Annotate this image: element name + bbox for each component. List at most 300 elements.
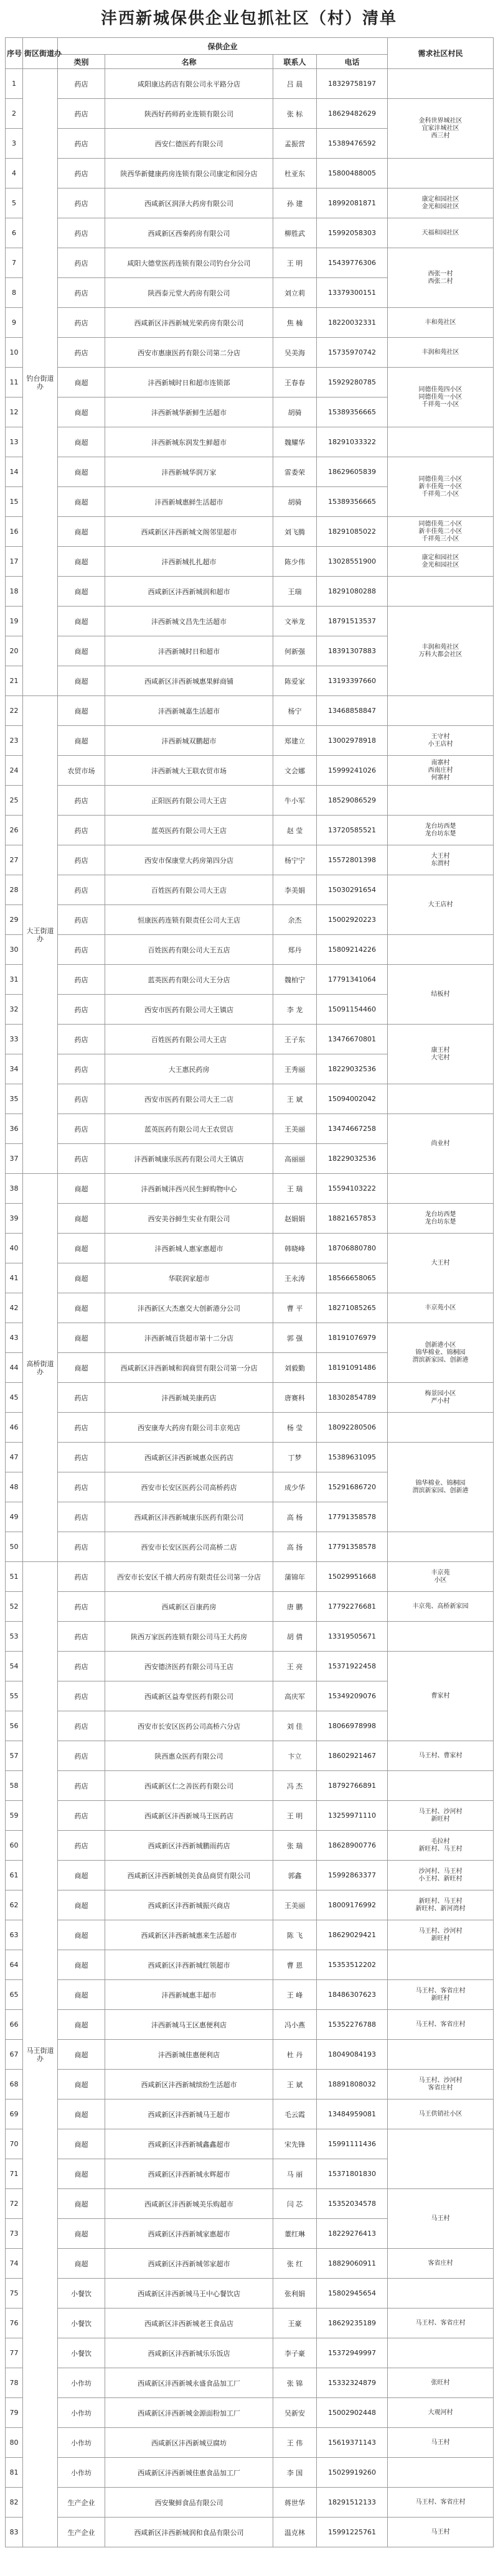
phone-cell: 18706880780: [317, 1234, 388, 1263]
contact-cell: 卞立: [273, 1741, 317, 1771]
enterprise-name-cell: 西咸新区沣西新城光荣药房有限公司: [105, 308, 273, 338]
contact-cell: 孟振营: [273, 129, 317, 159]
community-cell: [388, 1771, 494, 1801]
contact-cell: 魏耀华: [273, 427, 317, 457]
table-row: [6, 2458, 494, 2488]
enterprise-name-cell: 沣西新城华新鲜生活超市: [105, 398, 273, 427]
table-row: [6, 607, 494, 636]
contact-cell: 毛云霞: [273, 2099, 317, 2129]
community-cell: [388, 1950, 494, 1980]
community-cell: 康定和园社区 金光和园社区: [388, 188, 494, 218]
seq-cell: 19: [6, 607, 23, 636]
community-cell: 沙河村、马王村 小王村、新旺村: [388, 1861, 494, 1890]
seq-cell: 78: [6, 2368, 23, 2398]
enterprise-name-cell: 西安市长安区千禧大药房有限责任公司第一分店: [105, 1562, 273, 1592]
enterprise-name-cell: 西咸新区沣西新城佳惠食品加工厂: [105, 2458, 273, 2488]
seq-cell: 67: [6, 2040, 23, 2070]
contact-cell: 冯小燕: [273, 2010, 317, 2040]
phone-cell: 13476670801: [317, 1025, 388, 1054]
enterprise-name-cell: 沣西新区大杰惠交大创新港分公司: [105, 1293, 273, 1323]
table-row: [6, 577, 494, 607]
category-cell: 药店: [58, 1562, 105, 1592]
enterprise-name-cell: 蓝英医药有限公司大王分店: [105, 965, 273, 995]
seq-cell: 50: [6, 1532, 23, 1562]
contact-cell: 杨 莹: [273, 1413, 317, 1443]
phone-cell: 18602921467: [317, 1741, 388, 1771]
category-cell: 小餐饮: [58, 2338, 105, 2368]
enterprise-name-cell: 西安市保康堂大药房第四分店: [105, 845, 273, 875]
table-row: [6, 1084, 494, 1114]
category-cell: 商超: [58, 2040, 105, 2070]
community-cell: 大王村: [388, 1234, 494, 1293]
category-cell: 商超: [58, 487, 105, 517]
contact-cell: 吕 晨: [273, 69, 317, 99]
enterprise-name-cell: 西咸新区沣西新城惠众医药店: [105, 1443, 273, 1472]
contact-cell: 陈爱家: [273, 666, 317, 696]
enterprise-name-cell: 西安美谷鲜生实业有限公司: [105, 1204, 273, 1234]
enterprise-name-cell: 沣西新城时日和超市: [105, 636, 273, 666]
table-row: [6, 2249, 494, 2279]
contact-cell: 张 锦: [273, 2368, 317, 2398]
phone-cell: 15999241026: [317, 756, 388, 786]
seq-cell: 66: [6, 2010, 23, 2040]
enterprise-name-cell: 咸阳康达药店有限公司永平路分店: [105, 69, 273, 99]
category-cell: 药店: [58, 935, 105, 965]
contact-cell: 王永涛: [273, 1263, 317, 1293]
header-enterprise-group: 保供企业: [58, 38, 388, 55]
phone-cell: 17791341064: [317, 965, 388, 995]
contact-cell: 胡骑: [273, 487, 317, 517]
contact-cell: 高庆军: [273, 1681, 317, 1711]
phone-cell: 15991111436: [317, 2129, 388, 2159]
seq-cell: 43: [6, 1323, 23, 1353]
community-cell: 天福和园社区: [388, 218, 494, 248]
phone-cell: 15372949997: [317, 2338, 388, 2368]
contact-cell: 曹 恩: [273, 1950, 317, 1980]
community-cell: [388, 2338, 494, 2368]
category-cell: 药店: [58, 1801, 105, 1831]
seq-cell: 22: [6, 696, 23, 726]
contact-cell: 温克林: [273, 2518, 317, 2547]
contact-cell: 牛小军: [273, 786, 317, 816]
table-row: [6, 1861, 494, 1890]
enterprise-name-cell: 西咸新区沣西新城马王超市: [105, 2099, 273, 2129]
phone-cell: 15030291654: [317, 875, 388, 905]
phone-cell: 18271085265: [317, 1293, 388, 1323]
community-cell: [388, 577, 494, 607]
category-cell: 药店: [58, 1741, 105, 1771]
category-cell: 药店: [58, 1084, 105, 1114]
enterprise-name-cell: 华联润家超市: [105, 1263, 273, 1293]
enterprise-name-cell: 西咸新区沣西新城马王医药店: [105, 1801, 273, 1831]
phone-cell: 13259971110: [317, 1801, 388, 1831]
category-cell: 小餐饮: [58, 2309, 105, 2338]
seq-cell: 54: [6, 1652, 23, 1681]
contact-cell: 成少华: [273, 1472, 317, 1502]
table-row: [6, 875, 494, 905]
category-cell: 药店: [58, 248, 105, 278]
community-cell: 金科世界城社区 宜家沣城社区 西三村: [388, 99, 494, 159]
enterprise-name-cell: 西咸新区沣西新城老王食品店: [105, 2309, 273, 2338]
enterprise-name-cell: 西咸新区沣西新城创美食品商贸有限公司: [105, 1861, 273, 1890]
community-cell: 马王村、曹家村: [388, 1741, 494, 1771]
category-cell: 商超: [58, 1861, 105, 1890]
phone-cell: 15094002042: [317, 1084, 388, 1114]
seq-cell: 61: [6, 1861, 23, 1890]
category-cell: 商超: [58, 457, 105, 487]
phone-cell: 15992058303: [317, 218, 388, 248]
table-row: [6, 2129, 494, 2159]
phone-cell: 15371922458: [317, 1652, 388, 1681]
table-row: [6, 726, 494, 756]
community-cell: 大王店村: [388, 875, 494, 935]
enterprise-name-cell: 陕西万家医药连锁有限公司马王大药房: [105, 1622, 273, 1652]
community-cell: 马王村: [388, 2518, 494, 2547]
contact-cell: 柳胜武: [273, 218, 317, 248]
contact-cell: 张 红: [273, 2249, 317, 2279]
seq-cell: 69: [6, 2099, 23, 2129]
seq-cell: 25: [6, 786, 23, 816]
category-cell: 商超: [58, 1980, 105, 2010]
community-cell: 丰润和苑社区 万科大都会社区: [388, 607, 494, 696]
seq-cell: 35: [6, 1084, 23, 1114]
category-cell: 商超: [58, 2249, 105, 2279]
table-row: [6, 2309, 494, 2338]
phone-cell: 18291512133: [317, 2488, 388, 2518]
category-cell: 商超: [58, 1950, 105, 1980]
table-row: [6, 2398, 494, 2428]
contact-cell: 张利娟: [273, 2279, 317, 2309]
category-cell: 药店: [58, 99, 105, 129]
enterprise-name-cell: 西安市长安区医药公司高桥二店: [105, 1532, 273, 1562]
enterprise-name-cell: 西安市医药有限公司大王镇店: [105, 995, 273, 1025]
community-cell: 马王村、客省庄村: [388, 2309, 494, 2338]
seq-cell: 40: [6, 1234, 23, 1263]
contact-cell: 刘 佳: [273, 1711, 317, 1741]
phone-cell: 15572801398: [317, 845, 388, 875]
category-cell: 药店: [58, 1622, 105, 1652]
enterprise-name-cell: 西咸新区百康药房: [105, 1592, 273, 1622]
seq-cell: 51: [6, 1562, 23, 1592]
enterprise-name-cell: 西咸新区益寿堂医药有限公司: [105, 1681, 273, 1711]
table-row: [6, 1741, 494, 1771]
category-cell: 药店: [58, 1413, 105, 1443]
community-cell: [388, 696, 494, 726]
category-cell: 商超: [58, 2159, 105, 2189]
phone-cell: 17791358578: [317, 1532, 388, 1562]
community-cell: 丰润和苑社区: [388, 338, 494, 368]
category-cell: 药店: [58, 218, 105, 248]
category-cell: 商超: [58, 1234, 105, 1263]
community-cell: 西张一村 西张二村: [388, 248, 494, 308]
enterprise-name-cell: 沣西新城沣西兴民生鲜购物中心: [105, 1174, 273, 1204]
category-cell: 药店: [58, 1502, 105, 1532]
table-row: [6, 248, 494, 278]
phone-cell: 18791513537: [317, 607, 388, 636]
category-cell: 商超: [58, 398, 105, 427]
contact-cell: 刘立莉: [273, 278, 317, 308]
community-cell: 客省庄村: [388, 2249, 494, 2279]
contact-cell: 王 明: [273, 248, 317, 278]
category-cell: 商超: [58, 2129, 105, 2159]
contact-cell: 高 杨: [273, 1502, 317, 1532]
category-cell: 药店: [58, 188, 105, 218]
phone-cell: 15439776306: [317, 248, 388, 278]
contact-cell: 蒋世华: [273, 2488, 317, 2518]
contact-cell: 蒲锦年: [273, 1562, 317, 1592]
header-name: 名称: [105, 55, 273, 69]
enterprise-name-cell: 西咸新区西秦药房有限公司: [105, 218, 273, 248]
enterprise-name-cell: 沣西新城惠丰超市: [105, 1980, 273, 2010]
seq-cell: 44: [6, 1353, 23, 1383]
phone-cell: 15594103222: [317, 1174, 388, 1204]
contact-cell: 王 伟: [273, 2428, 317, 2458]
table-row: [6, 1383, 494, 1413]
enterprise-name-cell: 西咸新区沣西新城家惠超市: [105, 2219, 273, 2249]
enterprise-name-cell: 陕西惠众医药有限公司: [105, 1741, 273, 1771]
contact-cell: 赵娟娟: [273, 1204, 317, 1234]
community-cell: 丰和苑社区: [388, 308, 494, 338]
contact-cell: 冯 杰: [273, 1771, 317, 1801]
contact-cell: 孙 建: [273, 188, 317, 218]
community-cell: [388, 1084, 494, 1114]
category-cell: 商超: [58, 577, 105, 607]
community-cell: 马王村、沙河村 新旺村: [388, 1920, 494, 1950]
phone-cell: 13474667258: [317, 1114, 388, 1144]
phone-cell: 18066978998: [317, 1711, 388, 1741]
enterprise-name-cell: 西安德济医药有限公司马王店: [105, 1652, 273, 1681]
table-row: [6, 427, 494, 457]
seq-cell: 10: [6, 338, 23, 368]
community-cell: 同德佳苑二小区 新丰佳苑二小区 千祥苑三小区: [388, 517, 494, 547]
category-cell: 药店: [58, 1383, 105, 1413]
table-row: [6, 816, 494, 845]
enterprise-name-cell: 沣西新城百货超市第十二分店: [105, 1323, 273, 1353]
enterprise-name-cell: 西安市长安区医药公司高桥药店: [105, 1472, 273, 1502]
table-row: [6, 1025, 494, 1054]
contact-cell: 郑丹: [273, 935, 317, 965]
seq-cell: 20: [6, 636, 23, 666]
contact-cell: 王美丽: [273, 1114, 317, 1144]
enterprise-name-cell: 西咸新区润泽大药房有限公司: [105, 188, 273, 218]
phone-cell: 13319505671: [317, 1622, 388, 1652]
category-cell: 药店: [58, 1443, 105, 1472]
seq-cell: 32: [6, 995, 23, 1025]
phone-cell: 15353512202: [317, 1950, 388, 1980]
contact-cell: 王 亮: [273, 1652, 317, 1681]
phone-cell: 18191076979: [317, 1323, 388, 1353]
contact-cell: 李 龙: [273, 995, 317, 1025]
header-street: 街区街道办: [23, 38, 58, 69]
category-cell: 药店: [58, 965, 105, 995]
contact-cell: 宋先锋: [273, 2129, 317, 2159]
seq-cell: 65: [6, 1980, 23, 2010]
phone-cell: 13720585521: [317, 816, 388, 845]
contact-cell: 王豪: [273, 2309, 317, 2338]
seq-cell: 26: [6, 816, 23, 845]
seq-cell: 17: [6, 547, 23, 577]
category-cell: 商超: [58, 1323, 105, 1353]
community-cell: 马王村、沙河村 客省庄村: [388, 2070, 494, 2099]
seq-cell: 29: [6, 905, 23, 935]
phone-cell: 18792766891: [317, 1771, 388, 1801]
phone-cell: 15802945654: [317, 2279, 388, 2309]
contact-cell: 文会娜: [273, 756, 317, 786]
supply-enterprise-table: [5, 37, 494, 2547]
table-row: [6, 2099, 494, 2129]
community-cell: [388, 2458, 494, 2488]
category-cell: 小作坊: [58, 2428, 105, 2458]
enterprise-name-cell: 西安市惠康医药有限公司第二分店: [105, 338, 273, 368]
enterprise-name-cell: 西咸新区沣西新城美乐购超市: [105, 2189, 273, 2219]
community-cell: 张旺村: [388, 2368, 494, 2398]
table-row: [6, 1920, 494, 1950]
phone-cell: 13468858847: [317, 696, 388, 726]
enterprise-name-cell: 沣西新城东润发生鲜超市: [105, 427, 273, 457]
enterprise-name-cell: 沣西新城人惠家惠超市: [105, 1234, 273, 1263]
seq-cell: 36: [6, 1114, 23, 1144]
enterprise-name-cell: 西咸新区沣西新城润和超市: [105, 577, 273, 607]
enterprise-name-cell: 沣西新城康乐医药有限公司大王镇店: [105, 1144, 273, 1174]
phone-cell: 17792276681: [317, 1592, 388, 1622]
phone-cell: 18486307623: [317, 1980, 388, 2010]
phone-cell: 15029919260: [317, 2458, 388, 2488]
category-cell: 商超: [58, 726, 105, 756]
contact-cell: 李美娟: [273, 875, 317, 905]
seq-cell: 76: [6, 2309, 23, 2338]
phone-cell: 13193397660: [317, 666, 388, 696]
contact-cell: 高丽丽: [273, 1144, 317, 1174]
phone-cell: 18391307883: [317, 636, 388, 666]
table-row: [6, 2488, 494, 2518]
community-cell: [388, 2040, 494, 2070]
table-row: [6, 1890, 494, 1920]
enterprise-name-cell: 沣西新城文昌先生活超市: [105, 607, 273, 636]
enterprise-name-cell: 西咸新区沣西新城鑫鑫超市: [105, 2129, 273, 2159]
enterprise-name-cell: 西安市医药有限公司大王二店: [105, 1084, 273, 1114]
category-cell: 商超: [58, 2010, 105, 2040]
community-cell: 曹家村: [388, 1652, 494, 1741]
phone-cell: 15352034578: [317, 2189, 388, 2219]
table-row: [6, 1114, 494, 1144]
phone-cell: 18566658065: [317, 1263, 388, 1293]
community-cell: 新旺村、马王村 新旺村、新河湾村: [388, 1890, 494, 1920]
category-cell: 药店: [58, 995, 105, 1025]
phone-cell: 18628900776: [317, 1831, 388, 1861]
contact-cell: 郭鑫: [273, 1861, 317, 1890]
seq-cell: 16: [6, 517, 23, 547]
table-row: [6, 696, 494, 726]
category-cell: 商超: [58, 666, 105, 696]
table-row: [6, 1204, 494, 1234]
contact-cell: 唐 鹏: [273, 1592, 317, 1622]
table-row: [6, 1532, 494, 1562]
community-cell: 马王村、客省庄村: [388, 2488, 494, 2518]
community-cell: 马王村: [388, 2189, 494, 2249]
seq-cell: 3: [6, 129, 23, 159]
enterprise-name-cell: 西安康寿大药房有限公司丰京苑店: [105, 1413, 273, 1443]
table-row: [6, 457, 494, 487]
community-cell: 锦华棉业、锦桐园 渭滨新家园、创新港: [388, 1443, 494, 1532]
enterprise-name-cell: 大王惠民药房: [105, 1054, 273, 1084]
category-cell: 药店: [58, 159, 105, 188]
table-row: [6, 1831, 494, 1861]
phone-cell: 18291085022: [317, 517, 388, 547]
seq-cell: 23: [6, 726, 23, 756]
contact-cell: 文举龙: [273, 607, 317, 636]
seq-cell: 37: [6, 1144, 23, 1174]
seq-cell: 9: [6, 308, 23, 338]
category-cell: 商超: [58, 368, 105, 398]
category-cell: 商超: [58, 2099, 105, 2129]
contact-cell: 刘毅勤: [273, 1353, 317, 1383]
enterprise-name-cell: 西咸新区沣西新城鹏雨药店: [105, 1831, 273, 1861]
contact-cell: 王瑞: [273, 577, 317, 607]
phone-cell: 18891808032: [317, 2070, 388, 2099]
seq-cell: 81: [6, 2458, 23, 2488]
seq-cell: 13: [6, 427, 23, 457]
enterprise-name-cell: 西咸新区沣西新城金源面粉加工厂: [105, 2398, 273, 2428]
phone-cell: 15352276788: [317, 2010, 388, 2040]
table-row: [6, 188, 494, 218]
seq-cell: 45: [6, 1383, 23, 1413]
community-cell: 大王村 东渭村: [388, 845, 494, 875]
enterprise-name-cell: 西咸新区仁之善医药有限公司: [105, 1771, 273, 1801]
seq-cell: 27: [6, 845, 23, 875]
enterprise-name-cell: 百姓医药有限公司大王店: [105, 875, 273, 905]
enterprise-name-cell: 西咸新区沣西新城和润商贸有限公司第一分店: [105, 1353, 273, 1383]
seq-cell: 34: [6, 1054, 23, 1084]
enterprise-name-cell: 陕西泰元堂大药房有限公司: [105, 278, 273, 308]
seq-cell: 4: [6, 159, 23, 188]
table-row: [6, 69, 494, 99]
street-cell: 马王街道办: [23, 1562, 58, 2547]
enterprise-name-cell: 西咸新区沣西新城惠果鲜商铺: [105, 666, 273, 696]
street-cell: 大王街道办: [23, 696, 58, 1174]
table-row: [6, 99, 494, 129]
category-cell: 药店: [58, 1144, 105, 1174]
enterprise-name-cell: 西安聚鲜食品有限公司: [105, 2488, 273, 2518]
enterprise-name-cell: 西咸新区沣西新城邻家超市: [105, 2249, 273, 2279]
table-row: [6, 845, 494, 875]
contact-cell: 唐赛科: [273, 1383, 317, 1413]
phone-cell: 18229032536: [317, 1144, 388, 1174]
phone-cell: 18992081871: [317, 188, 388, 218]
table-row: [6, 547, 494, 577]
category-cell: 商超: [58, 1204, 105, 1234]
community-cell: 康定和园社区 金光和园社区: [388, 547, 494, 577]
phone-cell: 15091154460: [317, 995, 388, 1025]
community-cell: 王守村 小王店村: [388, 726, 494, 756]
community-cell: 马王供销社小区: [388, 2099, 494, 2129]
community-cell: 马王村、沙河村 新旺村: [388, 1801, 494, 1831]
phone-cell: 18229276413: [317, 2219, 388, 2249]
phone-cell: 18191091486: [317, 1353, 388, 1383]
enterprise-name-cell: 西咸新区沣西新城惠来生活超市: [105, 1920, 273, 1950]
phone-cell: 18009176992: [317, 1890, 388, 1920]
table-row: [6, 1443, 494, 1472]
contact-cell: 张 标: [273, 99, 317, 129]
phone-cell: 18629235189: [317, 2309, 388, 2338]
enterprise-name-cell: 沣西新城美康药店: [105, 1383, 273, 1413]
phone-cell: 15332324879: [317, 2368, 388, 2398]
table-row: [6, 517, 494, 547]
contact-cell: 王 瑞: [273, 1174, 317, 1204]
community-cell: 康王村 大宅村: [388, 1025, 494, 1084]
category-cell: 药店: [58, 1054, 105, 1084]
seq-cell: 70: [6, 2129, 23, 2159]
seq-cell: 42: [6, 1293, 23, 1323]
